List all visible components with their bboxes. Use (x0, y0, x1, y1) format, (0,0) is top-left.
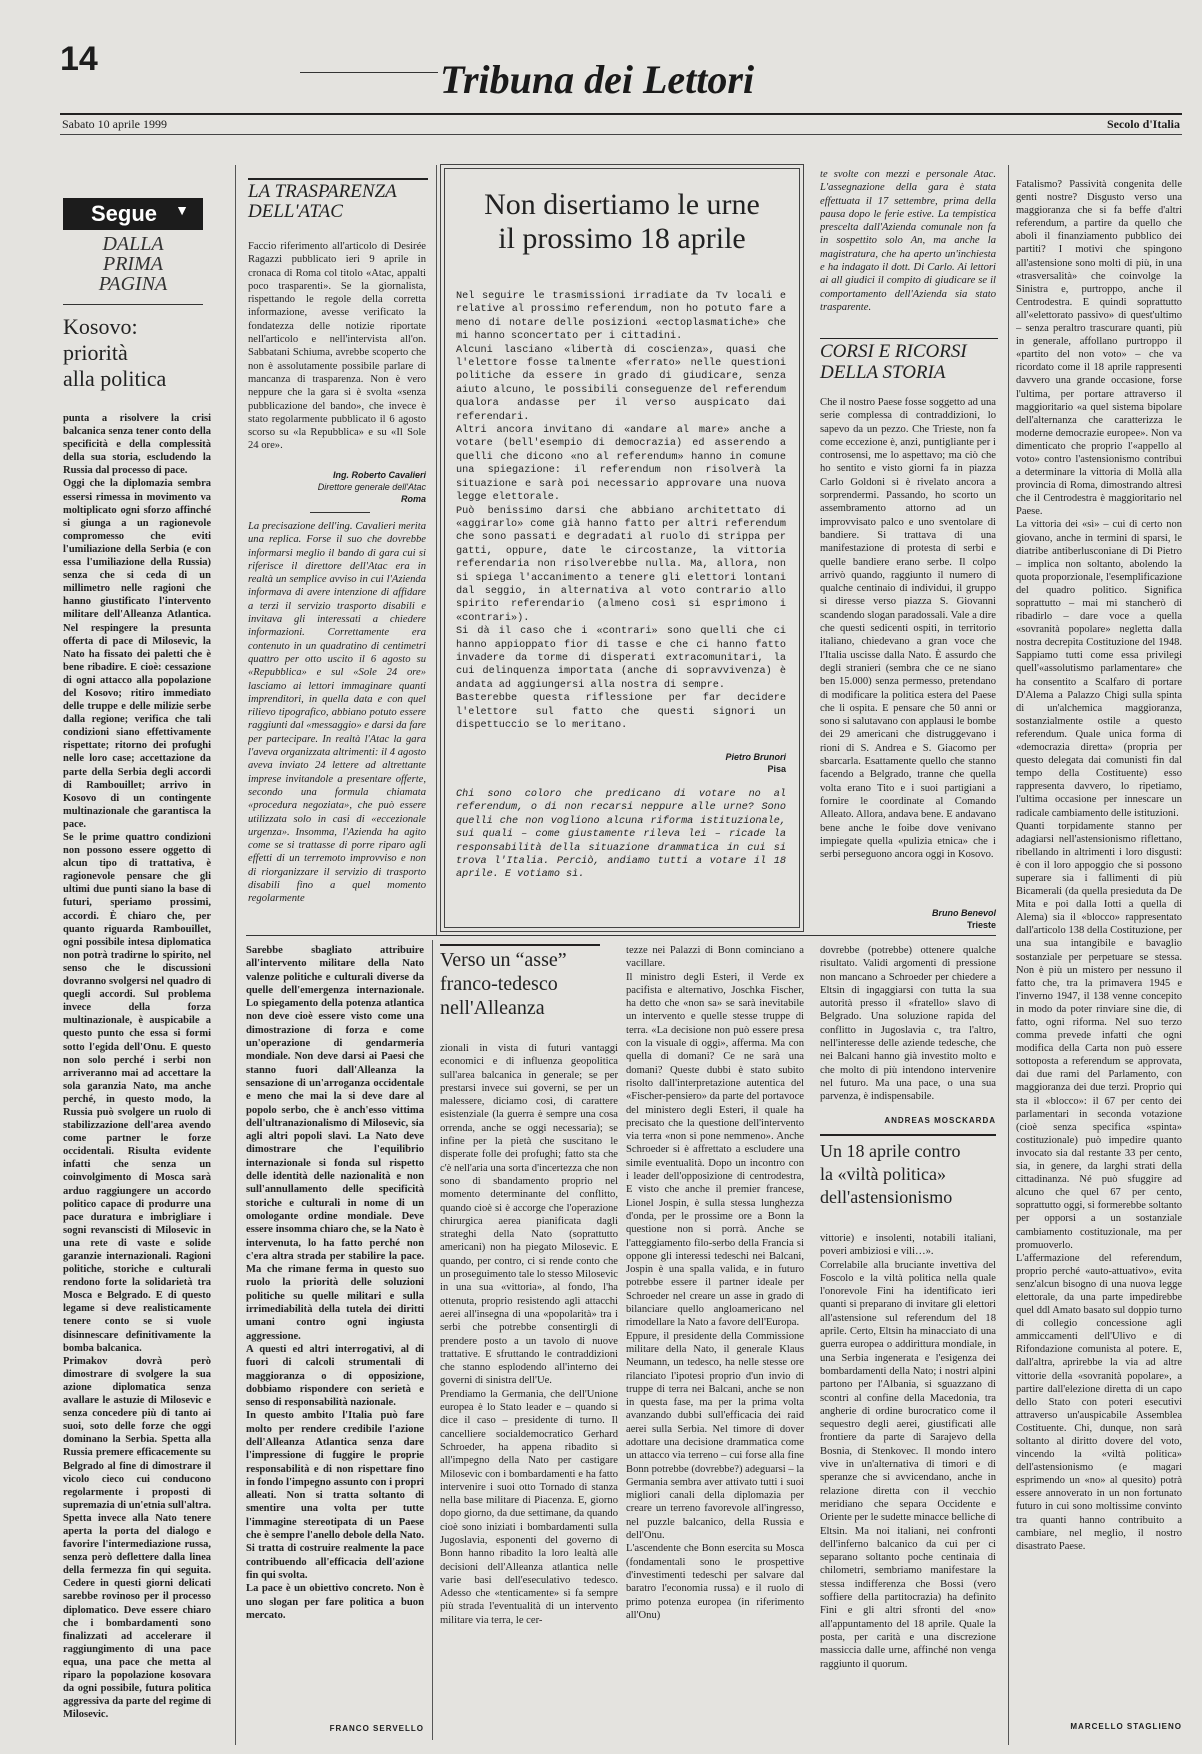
asse-col-d: dovrebbe (potrebbe) ottenere qualche risultato. Validi argomenti di pressione non mancano a Schroeder per chiedere a Eltsin di ingaggiarsi con tutta la sua autorità presso il «fratello» slavo di Belgrado. Una soluzione rapida del conflitto in Jugoslavia c, tra l'altro, nell'interesse delle aziende tedesche, che nei Balcani hanno già investito molto e che molto di più intendono intervenire nel futuro. Ma una pace, o una sua parvenza, è indispensabile. (820, 945, 996, 1103)
column-divider (432, 940, 433, 1740)
atac-signature-city: Roma (400, 494, 426, 504)
urne-title: Non disertiamo le urne il prossimo 18 aprile (484, 188, 760, 255)
kosovo-title: Kosovo: priorità alla politica (63, 314, 167, 391)
corsi-title: CORSI E RICORSI DELLA STORIA (820, 338, 998, 383)
asse-col-c: tezze nei Palazzi di Bonn cominciano a vacillare. Il ministro degli Esteri, il Verde ex pacifista e alternativo, Joschka Fischer, ha detto che «non sa» se sarà inevitabile un intervento e quelle stesse truppe di terra. «La decisione non può essere presa con la visuale di oggi», afferma. Ma con quella di domani? Ce ne sarà una domani? Queste dubbi è stato subito risolto dall'interpretazione autentica del «Fischer-pensiero» da parte del portavoce del ministero degli Esteri, il quale ha precisato che la questione dell'intervento via terra «non si pone nemmeno». Anche Schroeder si è affrettato a escludere una simile eventualità. Dopo un incontro con i leader dell'opposizione di centrodestra, E visto che anche il premier francese, Lionel Jospin, è sulla stessa lunghezza d'onda, per le prossime ore a Bonn la questione non si porrà. Anche se l'atteggiamento filo-serbo della Francia si oppone gli interessi tedeschi nei Balcani, Jospin è una spalla valida, e in futuro potrebbe essere il partner ideale per Schroeder nel creare un asse in grado di bilanciare quello angloamericano nel rimodellare la Nato a favore dell'Europa. Eppure, il presidente della Commissione militare della Nato, il generale Klaus Neumann, un tedesco, ha nelle stesse ore rilanciato l'ipotesi proprio d'un invio di truppe di terra nei Balcani, anche se non in questa fase, ma per la prima volta avanzando dubbi sull'efficacia dei raid aerei sulla Serbia. Nel timore di dover adottare una decisione drammatica come un attacco via terreno – cui forse alla fine Bonn potrebbe (dovrebbe?) adeguarsi – la Germania sembra aver attivato tutti i suoi migliori canali della diplomazia per creare un terreno favorevole all'ingresso, nel puzzle balcanico, della Russia e dell'Onu. L'ascendente che Bonn esercita su Mosca (fondamentali sono le prospettive d'investimenti tedeschi per salvare dal baratro l'economia russa) e il ruolo di primo potenza europea (in riferimento all'Onu) (626, 945, 804, 1621)
atac-signature: Ing. Roberto Cavalieri (332, 470, 426, 480)
column-divider (235, 165, 236, 1745)
corsi-body: Che il nostro Paese fosse soggetto ad una serie complessa di contraddizioni, lo sapevo da un pezzo. Che Trieste, non fa come eccezione è, anzi, puntigliante per i controsensi, me lo aspettavo; ma ciò che ho sentito e visto giorni fa in piazza Carlo Goldoni si è rivelato ancora a sorprendermi. Passando, ho scorto un assembramento attorno ad un improvvisato palco e uno sventolare di bandiere. Si trattava di una manifestazione di protesta di serbi e quelle bandiere erano serbe. Il colpo arrivò quando, raggiunto il numero di qualche centinaio di individui, il gruppo si diresse verso piazza S. Giovanni scandendo slogan paradossali. Vale a dire che questi sedicenti ospiti, in territorio italiano, chiedevano a gran voce che l'Italia uscisse dalla Nato. È assurdo che degli stranieri (sembra che ce ne siano ben 15.000) senza permesso, pretendano di modificare la politica estera del Paese che li ospita. E pensare che 50 anni or sono si salutavano con applausi le bombe dei 29 americani che distruggevano i rioni di S. Andrea e S. Giacomo per sbarcarla. Esattamente quello che stanno facendo a Belgrado, tranne che quella volta erano Tito e i suoi partigiani a fornire le coordinate al Comando Alleato. Allora, andava bene. E andavano bene anche le foibe dove venivano impiegate quella «pulizia etnica» che i serbi perseguono ancora oggi in Kosovo. (820, 397, 996, 861)
vilta-title: Un 18 aprile contro la «viltà politica» dell'astensionismo (820, 1141, 961, 1207)
servello-signature: FRANCO SERVELLO (329, 1724, 424, 1733)
corsi-signature-city: Trieste (966, 920, 996, 930)
asse-title: Verso un “asse” franco-tedesco nell'Alleanza (440, 949, 567, 1019)
segue-label: Segue (91, 201, 158, 226)
header-ornament-line (300, 72, 438, 73)
asse-rule (246, 935, 996, 936)
urne-body: Nel seguire le trasmissioni irradiate da Tv locali e relative al prossimo referendum, non ho potuto fare a meno di notare delle posizioni «ectoplasmatiche» che mi hanno sconcertato per i cittadini. Alcuni lasciano «libertà di coscienza», quasi che l'elettore fosse talmente «ferrato» nelle questioni politiche da essere in grado di giudicare, senza aiuto alcuno, le possibili conseguenze del referendum qualora andasse per il verso auspicato dai referendari. Altri ancora invitano di «andare al mare» anche a votare (bell'esempio di democrazia) ed asserendo a quelli che dicono «no al referendum» hanno in comune una spiegazione: il referendum non risolverà la situazione e sarà poi necessario approvare una nuova legge elettorale. Può benissimo darsi che abbiano architettato di «aggirarlo» come già hanno fatto per altri referendum che sono passati e degradati al ruolo di strippa per gatti, oppure, date le circostanze, la vittoria referendaria non risolverebbe nulla. Ma, allora, non si spiega l'accanimento a tenere gli elettori lontani dal seggio, in alternativa al voto contrario allo spirito referendario (almeno così si esprimono i «contrari»). Si dà il caso che i «contrari» sono quelli che ci hanno appioppato fior di tasse e che ci hanno fatto invadere da torme di disperati extracomunitari, la cui delinquenza importata (anche di sopravvivenza) è andata ad aggiungersi alla nostra di sempre. Basterebbe questa riflessione per far decidere l'elettore sul fatto che questi signori un dispettuccio se lo meritano. (456, 291, 786, 731)
masthead-newspaper: Secolo d'Italia (1106, 117, 1180, 131)
corsi-signature: Bruno Benevol (931, 908, 996, 918)
atac-title: LA TRASPARENZA DELL'ATAC (248, 178, 428, 222)
atac-signature-role: Direttore generale dell'Atac (317, 482, 426, 492)
kosovo-body: punta a risolvere la crisi balcanica senza tener conto della specificità e della complessità della sua storia, escludendo la Russia dal processo di pace. Oggi che la diplomazia sembra essersi rimessa in movimento va moltiplicato ogni sforzo affinché si giunga a un ragionevole compromesso che eviti l'umiliazione della Serbia (e con essa l'umiliazione della Russia) senza che si ceda di un millimetro nelle ragioni che hanno giustificato l'intervento militare dell'Alleanza Atlantica. Nel respingere la presunta offerta di pace di Milosevic, la Nato ha fissato dei paletti che è bene ribadire. E cioè: cessazione di ogni attacco alla popolazione del Kosovo; ritiro immediato delle truppe e delle milizie serbe dalla regione; verifica che tali condizioni siano effettivamente rispettate; ritorno dei profughi nelle loro case; accettazione da parte della Serbia degli accordi di Rambouillet; arrivo in Kosovo di un contingente multinazionale che garantisca la pace. Se le prime quattro condizioni non possono essere oggetto di alcun tipo di trattativa, è ragionevole pensare che gli ultimi due punti siano la base di futuri, speriamo prossimi, accordi. È chiaro che, per quanto riguarda Rambouillet, ogni possibile intesa diplomatica non potrà tradirne lo spirito, nel senso che le discussioni dovranno svolgersi nel quadro di quegli accordi. Sul problema invece della forza multinazionale, è auspicabile a questo punto che essa si formi sotto l'egida dell'Onu. E questo non solo perché i serbi non arriveranno mai ad accettare la sola garanzia Nato, ma anche perché, in questo modo, la Russia può svolgere un ruolo di stabilizzazione dell'area avendo come partner le forze occidentali. Risulta evidente infatti che senza un coinvolgimento di Mosca sarà arduo raggiungere un accordo politico capace di produrre una pace duratura e imbrigliare i sogni revanscisti di Milosevic in una rete di vaste e solide garanzie internazionali. Ragioni politiche, storiche e culturali rendono forte la solidarietà tra Mosca e Belgrado. E di questo legame si deve realisticamente tenere conto se si vuole disinnescare definitivamente la bomba balcanica. Primakov dovrà però dimostrare di svolgere la sua azione diplomatica senza avallare le astuzie di Milosevic e senza concedere più di tanto ai suoi, soto delle forze che oggi dominano la Serbia. Spetta alla Russia premere efficacemente su Belgrado al fine di dimostrare il vicolo cieco cui conducono regolarmente i proposti di supremazia di un'etnia sull'altra. Spetta invece alla Nato tenere aperta la porta del dialogo e favorire l'intermediazione russa, senza però deflettere dalla linea della fermezza fin qui seguita. Cedere in questi giorni delicati sarebbe rovinoso per il processo diplomatico. Deve essere chiaro che i bombardamenti sono finalizzati ad accelerare il raggiungimento di una pace equa, una pace che metta al riparo la popolazione kosovara da ogni possibile, futura politica aggressiva da parte del regime di Milosevic. (63, 413, 211, 1721)
atac-reply-rule (310, 512, 370, 513)
urne-signature-city: Pisa (767, 764, 786, 774)
atac-reply: La precisazione dell'ing. Cavalieri merita una replica. Forse il suo che dovrebbe informarsi meglio il bando di gara cui si riferisce il direttore dell'Atac era in realtà un semplice avviso in cui l'Azienda informava di avere intenzione di affidare a terzi il servizio trasporto disabili e invitava gli interessati a chiedere informazioni. Correttamente era contenuto in un quadratino di centimetri quattro per otto uscito il 6 agosto su «Repubblica» e sul «Sole 24 ore» lasciamo ai lettori immaginare quanti imprenditori, in quella data e con quel rilievo tipografico, abbiano potuto essere raggiunti dal «messaggio» e darsi da fare per partecipare. In realtà l'Atac la gara l'aveva organizzata altrimenti: il 4 agosto aveva inviato 24 lettere ad altrettante imprese invitandole a presentare offerte, secondo una formula chiamata «procedura negoziata», che può essere utilizzata solo in casi di «eccezionale urgenza». Insomma, l'Azienda ha agito come se si trattasse di porre riparo agli effetti di un terremoto improvviso e non di riorganizzare il servizio di trasporto disabili fino a quel momento regolarmente (248, 521, 426, 905)
masthead-date: Sabato 10 aprile 1999 (62, 117, 167, 131)
section-title: Tribuna dei Lettori (440, 57, 755, 102)
urne-signature: Pietro Brunori (725, 752, 786, 762)
asse-col-b: zionali in vista di futuri vantaggi economici e di influenza geopolitica sull'area balcanica in generale; se per prestarsi invece sui governi, se per un malessere, diciamo così, di carattere esistenziale (la guerra è sempre una cosa orrenda, anche se oggi necessaria); se infine per la pietà che suscitano le disperate folle dei profughi; fatto sta che c'è nell'aria una sorta d'incertezza che non sono di sbandamento proprio nel momento determinante del conflitto, quando cioè si è accorge che l'operazione chirurgica aerea pianificata dagli strateghi della Nato (soprattutto americani) non ha piegato Milosevic. E quando, per contro, ci si rende conto che un proseguimento tale lo stesso Milosevic in una sua «vittoria», al fondo, l'ha ottenuta, proprio resistendo agli attacchi aerei all'insegna di una «popolarità» tra i serbi che potrebbe consentirgli di prendere posto a un tavolo di nuove trattative. E sfruttando le contraddizioni che stanno esplodendo all'interno dei governi di sinistra dell'Ue. Prendiamo la Germania, che dell'Unione europea è lo Stato leader e – quando si dice il caso – presidente di turno. Il cancelliere socialdemocratico Gerhard Schroeder, ha appena ribadito sì all'impegno della Nato per castigare Milosevic con i bombardamenti e ha fatto intervenire i suoi otto Tornado di stanza nella base militare di Piacenza. E, giorno dopo giorno, da due settimane, da quando cioè sono iniziati i bombardamenti sulla Jugoslavia, esponenti del governo di Bonn hanno ribadito la loro lealtà alle decisioni dell'Alleanza atlantica nelle varie basi dell'eseculativo tedesco. Adesso che «tenticamente» si fa sempre più strada l'eventualità di un intervento militare via terra, le cer- (440, 1043, 618, 1626)
urne-reply: Chi sono coloro che predicano di votare no al referendum, o di non recarsi neppure alle urne? Sono quelli che non vogliono alcuna riforma istituzionale, sui quali – come giustamente rileva lei – ricade la responsabilità della situazione drammatica in cui si trova l'Italia. Perciò, andiamo tutti a votare il 18 aprile. E votiamo sì. (456, 789, 786, 881)
masthead-rule-thin (60, 134, 1182, 135)
column-divider (436, 165, 437, 935)
segue-box (63, 198, 203, 230)
vilta-body: vittorie) e insolenti, notabili italiani, poveri ambiziosi e vili…». Correlabile alla bruciante invettiva del Foscolo e la viltà politica nella quale l'onorevole Fini ha identificato ieri quanti si preparano di invitare gli elettori all'astensione sul referendum del 18 aprile. Certo, Eltsin ha minacciato di una guerra europea o addirittura mondiale, in una Serbia ingenerata e l'esigenza dei bombardamenti della Nato; i nostri alpini partono per l'Albania, si sguazzano di scontri al confine della Macedonia, tra angherie di ordine burocratico come il sequestro degli aerei, giustificati alle frontiere da parte di Sarajevo della Bosnia, di Stenkovec. Il mondo intero vive in un'alternativa di timori e di speranze che si avvicendano, anche in relazione diretta con il vecchio meridiano che separa Occidente e Oriente per le sudette minacce belliche di Eltsin. Ma noi italiani, nei confronti dell'inferno balcanico da cui per ci separano soltanto poche centinaia di chilometri, sembriamo manifestare la stessa indifferenza che Bossi (vero soffiere della partitocrazia) ha definito Fini e gli altri sfronti del «no» all'appuntamento del 18 aprile. Quale la posta, per carità e una discrezione massiccia dalle urne, affinché non venga raggiunto il quorum. (820, 1233, 996, 1670)
servello-article: Sarebbe sbagliato attribuire all'intervento militare della Nato valenze politiche e culturali diverse da quelle dell'emergenza internazionale. Lo spiegamento della potenza atlantica non deve cioè essere visto come una dimostrazione di forza e come un'operazione di gendarmeria mondiale. Non deve darsi ai Paesi che stanno fuori dall'Alleanza la sensazione di un'arroganza occidentale e meno che mai la si deve dare al popolo serbo, che è anch'esso vittima dell'ultranazionalismo di Milosevic, sia agli altri popoli slavi. La Nato deve dimostrare che l'equilibrio internazionale si fonda sul rispetto delle identità delle nazionalità e non sull'annullamento delle specificità storiche e culturali in nome di un omologante ordine mondiale. Deve essere insomma chiaro che, se la Nato è intervenuta, lo ha fatto perché non c'era altra strada per stabilire la pace. Ma che rimane ferma in questo suo ruolo la priorità delle soluzioni politiche su quelle militari e sulla irrimediabilità della tutela dei diritti umani contro ogni ingiusta aggressione. A questi ed altri interrogativi, al di fuori di calcoli strumentali di maggioranza o di opposizione, dobbiamo rispondere con serietà e senso di responsabilità nazionale. In questo ambito l'Italia può fare molto per rendere credibile l'azione dell'Alleanza Atlantica senza dare l'impressione di fuggire le proprie responsabilità e di non rispettare fino in fondo l'impegno assunto con i propri alleati. Non si tratta soltanto di smentire una volta per tutte l'immagine stereotipata di un Paese che è sempre l'anello debole della Nato. Si tratta di costruire realmente la pace contribuendo all'efficacia dell'azione fin qui svolta. La pace è un obiettivo concreto. Non è uno slogan per fare politica a buon mercato. (246, 945, 424, 1621)
referendum-body: Fatalismo? Passività congenita delle genti nostre? Disgusto verso una maggioranza che si fa beffe d'altri referendum, a partire da quello che abolì il finanziamento pubblico dei partiti? I motivi che spingono all'astensione sono molti di più, in una «trasversalità» che coinvolge la Sinistra e, purtroppo, anche il Centrodestra. E quindi soprattutto all'«elettorato passivo» di quest'ultimo – senza peraltro trascurare quanti, più in generale, affollano purtroppo il «partito del non voto» – che va ricordato come il 18 aprile rappresenti davvero una grande occasione, forse l'ultima, per portare attraverso il maggioritario «a quel sistema bipolare dell'alternanza che caratterizza le moderne democrazie europee». Non va dimenticato che proprio l'«appello al voto» contro l'astensionismo contribuì a determinare la vittoria di Mollà alla provincia di Roma, dimostrando altresì che il Centrodestra è maggioritario nel Paese. La vittoria dei «sì» – cui di certo non giovano, anche in termini di sparsi, le diatribe antiberlusconiane di Di Pietro – implica non soltanto, abolendo la quota proporzionale, l'esemplificazione del quadro politico. Significa soprattutto – mai mi stancherò di ribadirlo – dare voce a quella «sovranità popolare» negletta dalla nostra decrepita Costituzione del 1948. Sappiamo tutti come essa privilegi quell'«assolutismo parlamentare» che ha consentito a Scalfaro di portare D'Alema a Palazzo Chigi sulla spinta di un'alchemica maggioranza, sostanzialmente ostile a questo referendum. Quale unica forma di «democrazia diretta» (propria per questo delegata dai comunisti fin dal tempo della Costituente) esso rappresenta davvero, lo ripetiamo, l'ultima occasione per innescare un radicale cambiamento delle istituzioni. Quanti torpidamente stanno per adagiarsi nell'astensionismo riflettano, ribellando in altrimenti i loro disgusti: è con il loro appoggio che si possono superare sia i fallimenti di più Bicamerali (da quella presieduta da De Mita e poi dalla Iotti a quella di Alema) sia il «blocco» rappresentato dall'articolo 138 della Costituzione, per una sua intangibile e bavaglio sostanziale per perpetuare se stessa. Non è più un mistero per nessuno il fatto che, tra la primavera 1945 e l'inverno 1947, il 138 venne concepito in modo da poter rinviare sine die, di fatto, ogni riforma. Nel suo terzo comma prevede infatti che ogni modifica della Carta non può essere sottoposta a referendum se approvata, dai due rami del Parlamento, con maggioranza dei due terzi. Proprio qui sta il «blocco»: il 67 per cento dei parlamentari in seconda votazione (cioè senza specifica «spinta» costituzionale) può impedire quanto invocato sia dal restante 33 per cento, sia, in genere, da larghi strati della cittadinanza. Né può sfuggire ad alcuno che quel 67 per cento, soprattutto oggi, si formerebbe soltanto per opporsi a un sostanziale cambiamento costituzionale, ma per promuoverlo. L'affermazione del referendum, proprio perché «auto-attuativo», evita senz'alcun bisogno di una nuova legge elettorale, da una parte impedirebbe quel ddl Amato basato sul doppio turno di collegio concessione agli ammiccamenti dell'Ulivo e di Rifondazione comunista al potere. E, dall'altra, aprirebbe la via ad altre vittorie della «sovranità popolare», a partire dall'elezione diretta di un capo dello Stato con poteri esecutivi attraverso un'auspicabile Assemblea Costituente. Chi, dunque, non sarà soltanto al diritto dovere del voto, vincendo la «viltà politica» dell'astensionismo (e magari esprimendo un «no» al quesito) potrà essere annoverato in un non fortunato futuro in cui sono moltissime convinto tra quanti hanno contribuito a cambiare, nel meglio, il nostro disastrato Paese. (1016, 179, 1182, 1552)
dalla-prima-pagina: DALLA PRIMA PAGINA (98, 233, 168, 295)
dalla-rule (63, 304, 203, 305)
masthead (0, 0, 1202, 130)
asse-title-rule (440, 944, 600, 946)
masthead-rule (60, 113, 1182, 115)
referendum-signature: MARCELLO STAGLIENO (1070, 1722, 1182, 1731)
atac-body: Faccio riferimento all'articolo di Desirée Ragazzi pubblicato ieri 9 aprile in cronaca di Roma col titolo «Atac, appalti poco trasparenti». Se la giornalista, rispettando le regole della corretta informazione, avesse verificato la fondatezza delle notizie riportate nell'articolo e nell'intervista all'on. Sabbatani Schiuma, avrebbe scoperto che non è assolutamente possibile parlare di mancanza di trasparenza. Non è vero neppure che la gara si è svolta «senza pubblicazione del bando», che invece è stato regolarmente pubblicato il 6 agosto scorso su «la Repubblica» e su «Il Sole 24 ore». (248, 241, 426, 452)
atac-continued: te svolte con mezzi e personale Atac. L'assegnazione della gara è stata effettuata il 17 settembre, prima della pausa dopo le ferie estive. La tempistica prescelta dall'Azienda comunale non fa in sospettito solo An, ma anche la magistratura, che ha aperto un'inchiesta e ha indagato il dott. Di Carlo. Ai lettori ai all giudici il compito di giudicare se il comportamento dell'Azienda sia stato trasparente. (820, 169, 996, 313)
vilta-rule (820, 1134, 996, 1136)
chevron-down-icon: ▼ (175, 204, 189, 219)
asse-signature: ANDREAS MOSCKARDA (884, 1116, 996, 1125)
column-divider (1008, 165, 1009, 1745)
page-number: 14 (60, 40, 98, 78)
